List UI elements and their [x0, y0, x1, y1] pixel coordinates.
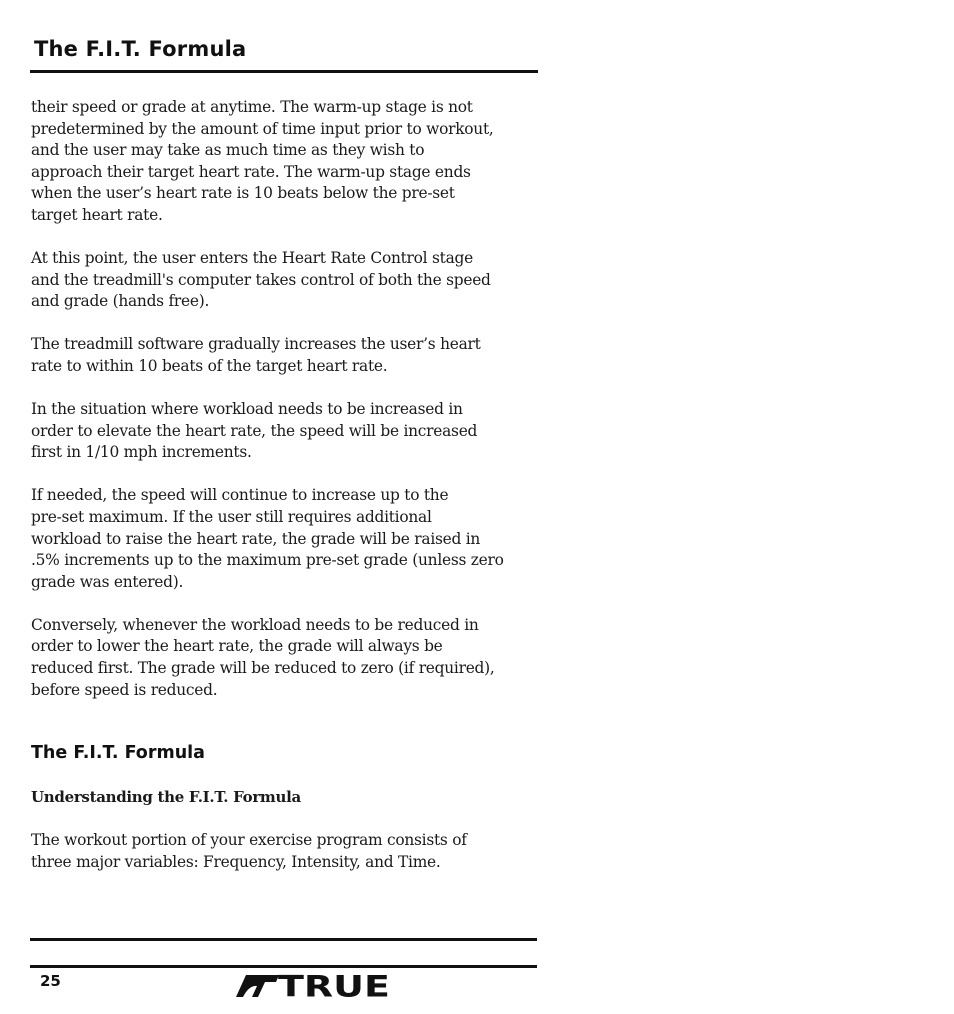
section-heading: The F.I.T. Formula — [31, 743, 205, 763]
paragraph-speed-increase: In the situation where workload needs to be increased in order to elevate the heart rate, the speed will be increased first in 1/10 mph increments. — [31, 400, 478, 462]
paragraph-heart-rate-control: At this point, the user enters the Heart Rate Control stage and the treadmill's computer takes control of both the speed and grade (hands free). — [31, 249, 491, 311]
page-header-title: The F.I.T. Formula — [34, 37, 247, 61]
section-subheading: Understanding the F.I.T. Formula — [31, 788, 301, 806]
page-number: 25 — [40, 972, 61, 990]
footer-rule-bottom — [30, 965, 537, 968]
true-logo — [235, 972, 391, 998]
paragraph-software-increase: The treadmill software gradually increases the user’s heart rate to within 10 beats of the target heart rate. — [31, 335, 481, 375]
paragraph-workload-reduce: Conversely, whenever the workload needs to be reduced in order to lower the heart rate, the grade will always be reduced first. The grade will be reduced to zero (if required), before speed is reduced. — [31, 615, 495, 699]
paragraph-warmup: their speed or grade at anytime. The warm-up stage is not predetermined by the amount of time input prior to workout, and the user may take as much time as they wish to approach their target heart rate. The warm-up stage ends when the user’s heart rate is 10 beats below the pre-set target heart rate. — [31, 98, 494, 224]
section-text: The workout portion of your exercise program consists of three major variables: Frequency, Intensity, and Time. — [31, 831, 467, 871]
header-rule — [30, 70, 538, 73]
footer-rule-top — [30, 938, 537, 941]
body-text — [31, 97, 551, 723]
paragraph-grade-increase: If needed, the speed will continue to increase up to the pre-set maximum. If the user still requires additional workload to raise the heart rate, the grade will be raised in .5% increments up to the maximum pre-set grade (unless zero grade was entered). — [31, 486, 504, 591]
logo-emblem-icon — [236, 975, 279, 997]
logo-wordmark: TRUE — [278, 972, 390, 998]
